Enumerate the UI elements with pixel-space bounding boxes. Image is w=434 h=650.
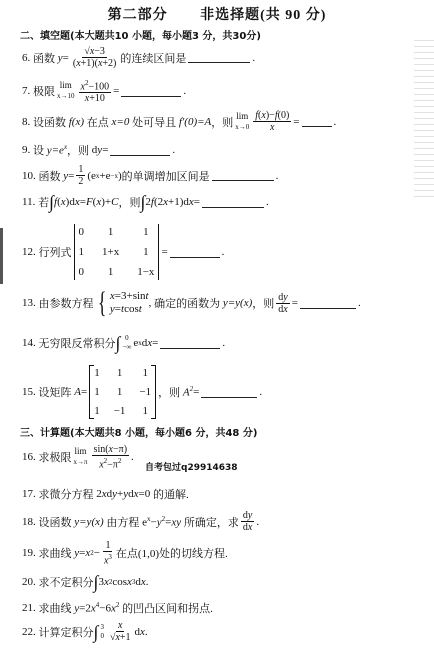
question-18: 18. 设函数 y=y(x) 由方程 $e^x-y^2=xy$ 所确定，求 $\frac{dy}{dx}$ . — [22, 510, 260, 533]
question-15: 15. 设矩阵 A = 1 1 1 1 1 −1 1 −1 1 ，则 $A^2$ = . — [22, 367, 263, 417]
determinant-cell: 1 — [107, 226, 114, 238]
determinant-cell: 1+x — [102, 246, 120, 258]
determinant-cell: 0 — [78, 266, 84, 278]
question-11: 11. 若 ∫ f ( x )d x = F ( x )+ C ，则 ∫ 2 f (2 x +1)d x = . — [22, 192, 269, 212]
matrix-cell: 1 — [142, 405, 149, 417]
question-21: 21. 求曲线 $y=2x^4-6x^2$ 的凹凸区间和拐点. — [22, 601, 213, 615]
part-title-left: 第二部分 — [107, 8, 168, 23]
matrix-cell: −1 — [139, 386, 152, 398]
page-edge-texture — [414, 40, 434, 200]
determinant-cell: 0 — [78, 226, 84, 238]
matrix-cell: 1 — [142, 367, 149, 379]
matrix-cell: 1 — [94, 386, 100, 398]
section3-heading: 三、计算题(本大题共8 小题，每小题6 分，共48 分) — [20, 428, 258, 439]
matrix-A — [89, 365, 156, 419]
question-17: 17. 求微分方程 2xdy+ydx=0 的通解. — [22, 488, 189, 501]
determinant-cell: 1 — [78, 246, 84, 258]
question-10: 10. 函数 y = $\frac{1}{2}$ (e x +e −x ) 的单调增加区间是 . — [22, 164, 279, 187]
part-title-right: 非选择题(共 90 分) — [200, 8, 327, 23]
determinant-cell: 1 — [143, 246, 149, 258]
answer-blank-10[interactable] — [212, 170, 274, 181]
question-22: 22. 计算定积分 ∫ 3 0 $\frac{x}{√x+1}$ d x . — [22, 620, 148, 643]
answer-blank-6[interactable] — [188, 52, 250, 63]
answer-blank-7[interactable] — [121, 86, 181, 97]
question-8: 8. 设函数 f(x) 在点 x=0 处可导且 f′(0)=A ，则 lim x→0 $\frac{f(x)-f(0)}{x}$ = . — [22, 110, 337, 133]
answer-blank-11[interactable] — [202, 197, 264, 208]
question-6: 6. 函数 y = $\frac{√x-3}{(x+1)(x+2)}$ 的连续区间是 . — [22, 46, 256, 69]
matrix-cell: 1 — [94, 367, 100, 379]
answer-blank-15[interactable] — [201, 387, 257, 398]
matrix-cell: 1 — [94, 405, 100, 417]
watermark-text: 自考包过q29914638 — [145, 463, 238, 473]
question-14: 14. 无穷限反常积分 ∫ 0 −∞ e x d x = . — [22, 333, 226, 353]
determinant-cell: 1−x — [137, 266, 155, 278]
question-13: 13. 由参数方程 { x=3+sint y=tcost , 确定的函数为 y=y(x) ，则 $\frac{dy}{dx}$ = . — [22, 286, 361, 319]
question-16: 16. 求极限 lim x→π $\frac{\sin(x-\pi)}{x^2-\pi^2}$ . — [22, 444, 134, 471]
part-title — [0, 4, 434, 24]
section2-heading: 二、填空题(本大题共10 小题，每小题3 分，共30分) — [20, 31, 261, 42]
question-7: 7. 极限 lim x→10 $\frac{x^2-100}{x+10}$ = . — [22, 79, 187, 105]
determinant-cell: 1 — [143, 226, 149, 238]
question-9: 9. 设 $y=e^x$ ，则 dy= . — [22, 143, 176, 157]
question-19: 19. 求曲线 y = x 2 − $\frac{1}{x^3}$ 在点(1,0)处的切线方程. — [22, 540, 228, 567]
answer-blank-8[interactable] — [302, 116, 332, 127]
scroll-marker — [0, 228, 3, 284]
determinant-cell: 1 — [107, 266, 114, 278]
matrix-cell: 1 — [116, 386, 123, 398]
matrix-cell: 1 — [116, 367, 123, 379]
question-12: 12. 行列式 0 1 1 1 1+x 1 0 1 1−x = . — [22, 226, 225, 278]
answer-blank-9[interactable] — [110, 145, 170, 156]
answer-blank-14[interactable] — [160, 338, 220, 349]
question-20: 20. 求不定积分 ∫ 3 x 2 cos x 3 d x . — [22, 572, 149, 592]
matrix-cell: −1 — [113, 405, 126, 417]
answer-blank-12[interactable] — [170, 247, 220, 258]
determinant — [74, 224, 160, 280]
answer-blank-13[interactable] — [300, 298, 356, 309]
